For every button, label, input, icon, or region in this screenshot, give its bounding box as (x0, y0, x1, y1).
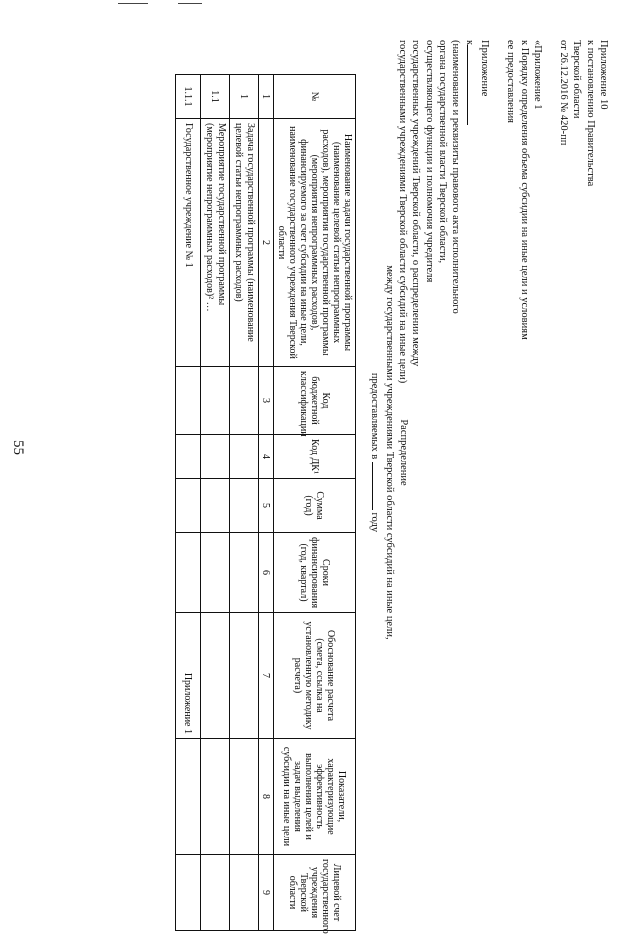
header-row (274, 75, 356, 931)
decree-line: к постановлению Правительства (584, 40, 596, 187)
region-line: Тверской области (571, 40, 583, 119)
table-row (201, 75, 230, 931)
row-number: 1.1 (201, 75, 230, 119)
year-prefix: предоставляемых в (369, 372, 380, 460)
blank-underline (467, 45, 478, 125)
column-number: 9 (259, 855, 274, 931)
header-cell-terms: Сроки финансирования (год, квартал) (274, 533, 356, 613)
header-cell-account: Лицевой счет государственного учреждения Тверской области (274, 855, 356, 931)
k-label: к (463, 40, 475, 46)
row-label: Мероприятие государственной программы (мероприятие непрограммных расходов)² … (201, 119, 230, 367)
note-line: государственными учреждениями Тверской области субсидий на иные цели) (397, 40, 409, 384)
column-number: 1 (259, 75, 274, 119)
row-label: Государственное учреждение № 1 (176, 119, 201, 367)
column-number: 3 (259, 367, 274, 435)
header-cell-amount: Сумма (год) (274, 479, 356, 533)
quote-appendix: «Приложение 1 (531, 40, 543, 110)
distribution-year-line (368, 0, 383, 905)
note-line: осуществляющего функции и полномочия учредителя (423, 40, 435, 283)
header-cell-budget-code: Код бюджетной классификации (274, 367, 356, 435)
date-line: от 26.12.2016 № 420-пп (558, 40, 570, 146)
column-number: 7 (259, 613, 274, 739)
procedure-line: ее предоставления (505, 40, 517, 124)
note-line: (наименование и реквизиты правового акта исполнительного (450, 40, 462, 314)
year-suffix: году (369, 512, 380, 533)
table-row (176, 75, 201, 931)
procedure-line: к Порядку определения объема субсидии на иные цели и условиям (518, 40, 530, 340)
note-line: государственных учреждений Тверской области, о распределении между (410, 40, 422, 367)
row-number: 1 (230, 75, 259, 119)
page-number: 55 (10, 440, 26, 455)
year-blank (372, 462, 382, 510)
table-row (230, 75, 259, 931)
note-line: органа государственной власти Тверской области, (437, 40, 449, 264)
column-number: 4 (259, 435, 274, 479)
row-number: 1.1.1 (176, 75, 201, 119)
header-cell-dk-code: Код ДК¹ (274, 435, 356, 479)
annex-k-line (462, 40, 477, 560)
column-number: 5 (259, 479, 274, 533)
distribution-title: Распределение (398, 419, 409, 486)
header-cell-number: № (274, 75, 356, 119)
appendix-number: Приложение 10 (598, 40, 609, 110)
annex-reference: Приложение 1 (176, 613, 201, 739)
annex-word: Приложение (478, 40, 490, 97)
row-label: Задача государственной программы (наименование целевой статьи непрограммных расходов) (230, 119, 259, 367)
column-number: 2 (259, 119, 274, 367)
column-number: 8 (259, 739, 274, 855)
header-cell-name: Наименование задачи государственной программы (наименование целевой статьи непрограммных расходов), мероприятия государственной программы (мероприятия непрограммных расходов), финансируемого за счет субсидии на иные цели, наименование государственного учреждения Тверской области (274, 119, 356, 367)
column-number: 6 (259, 533, 274, 613)
distribution-table (175, 74, 356, 934)
header-cell-justification: Обоснование расчета (смета, ссылка на установленную методику расчета) (274, 613, 356, 739)
header-cell-indicators: Показатели, характеризующие эффективность выполнения целей и задач выделения субсидии на иные цели (274, 739, 356, 855)
column-number-row (259, 75, 274, 931)
distribution-subtitle: между государственными учреждениями Тверской области субсидий на иные цели, (384, 265, 395, 640)
document-header (396, 40, 610, 560)
